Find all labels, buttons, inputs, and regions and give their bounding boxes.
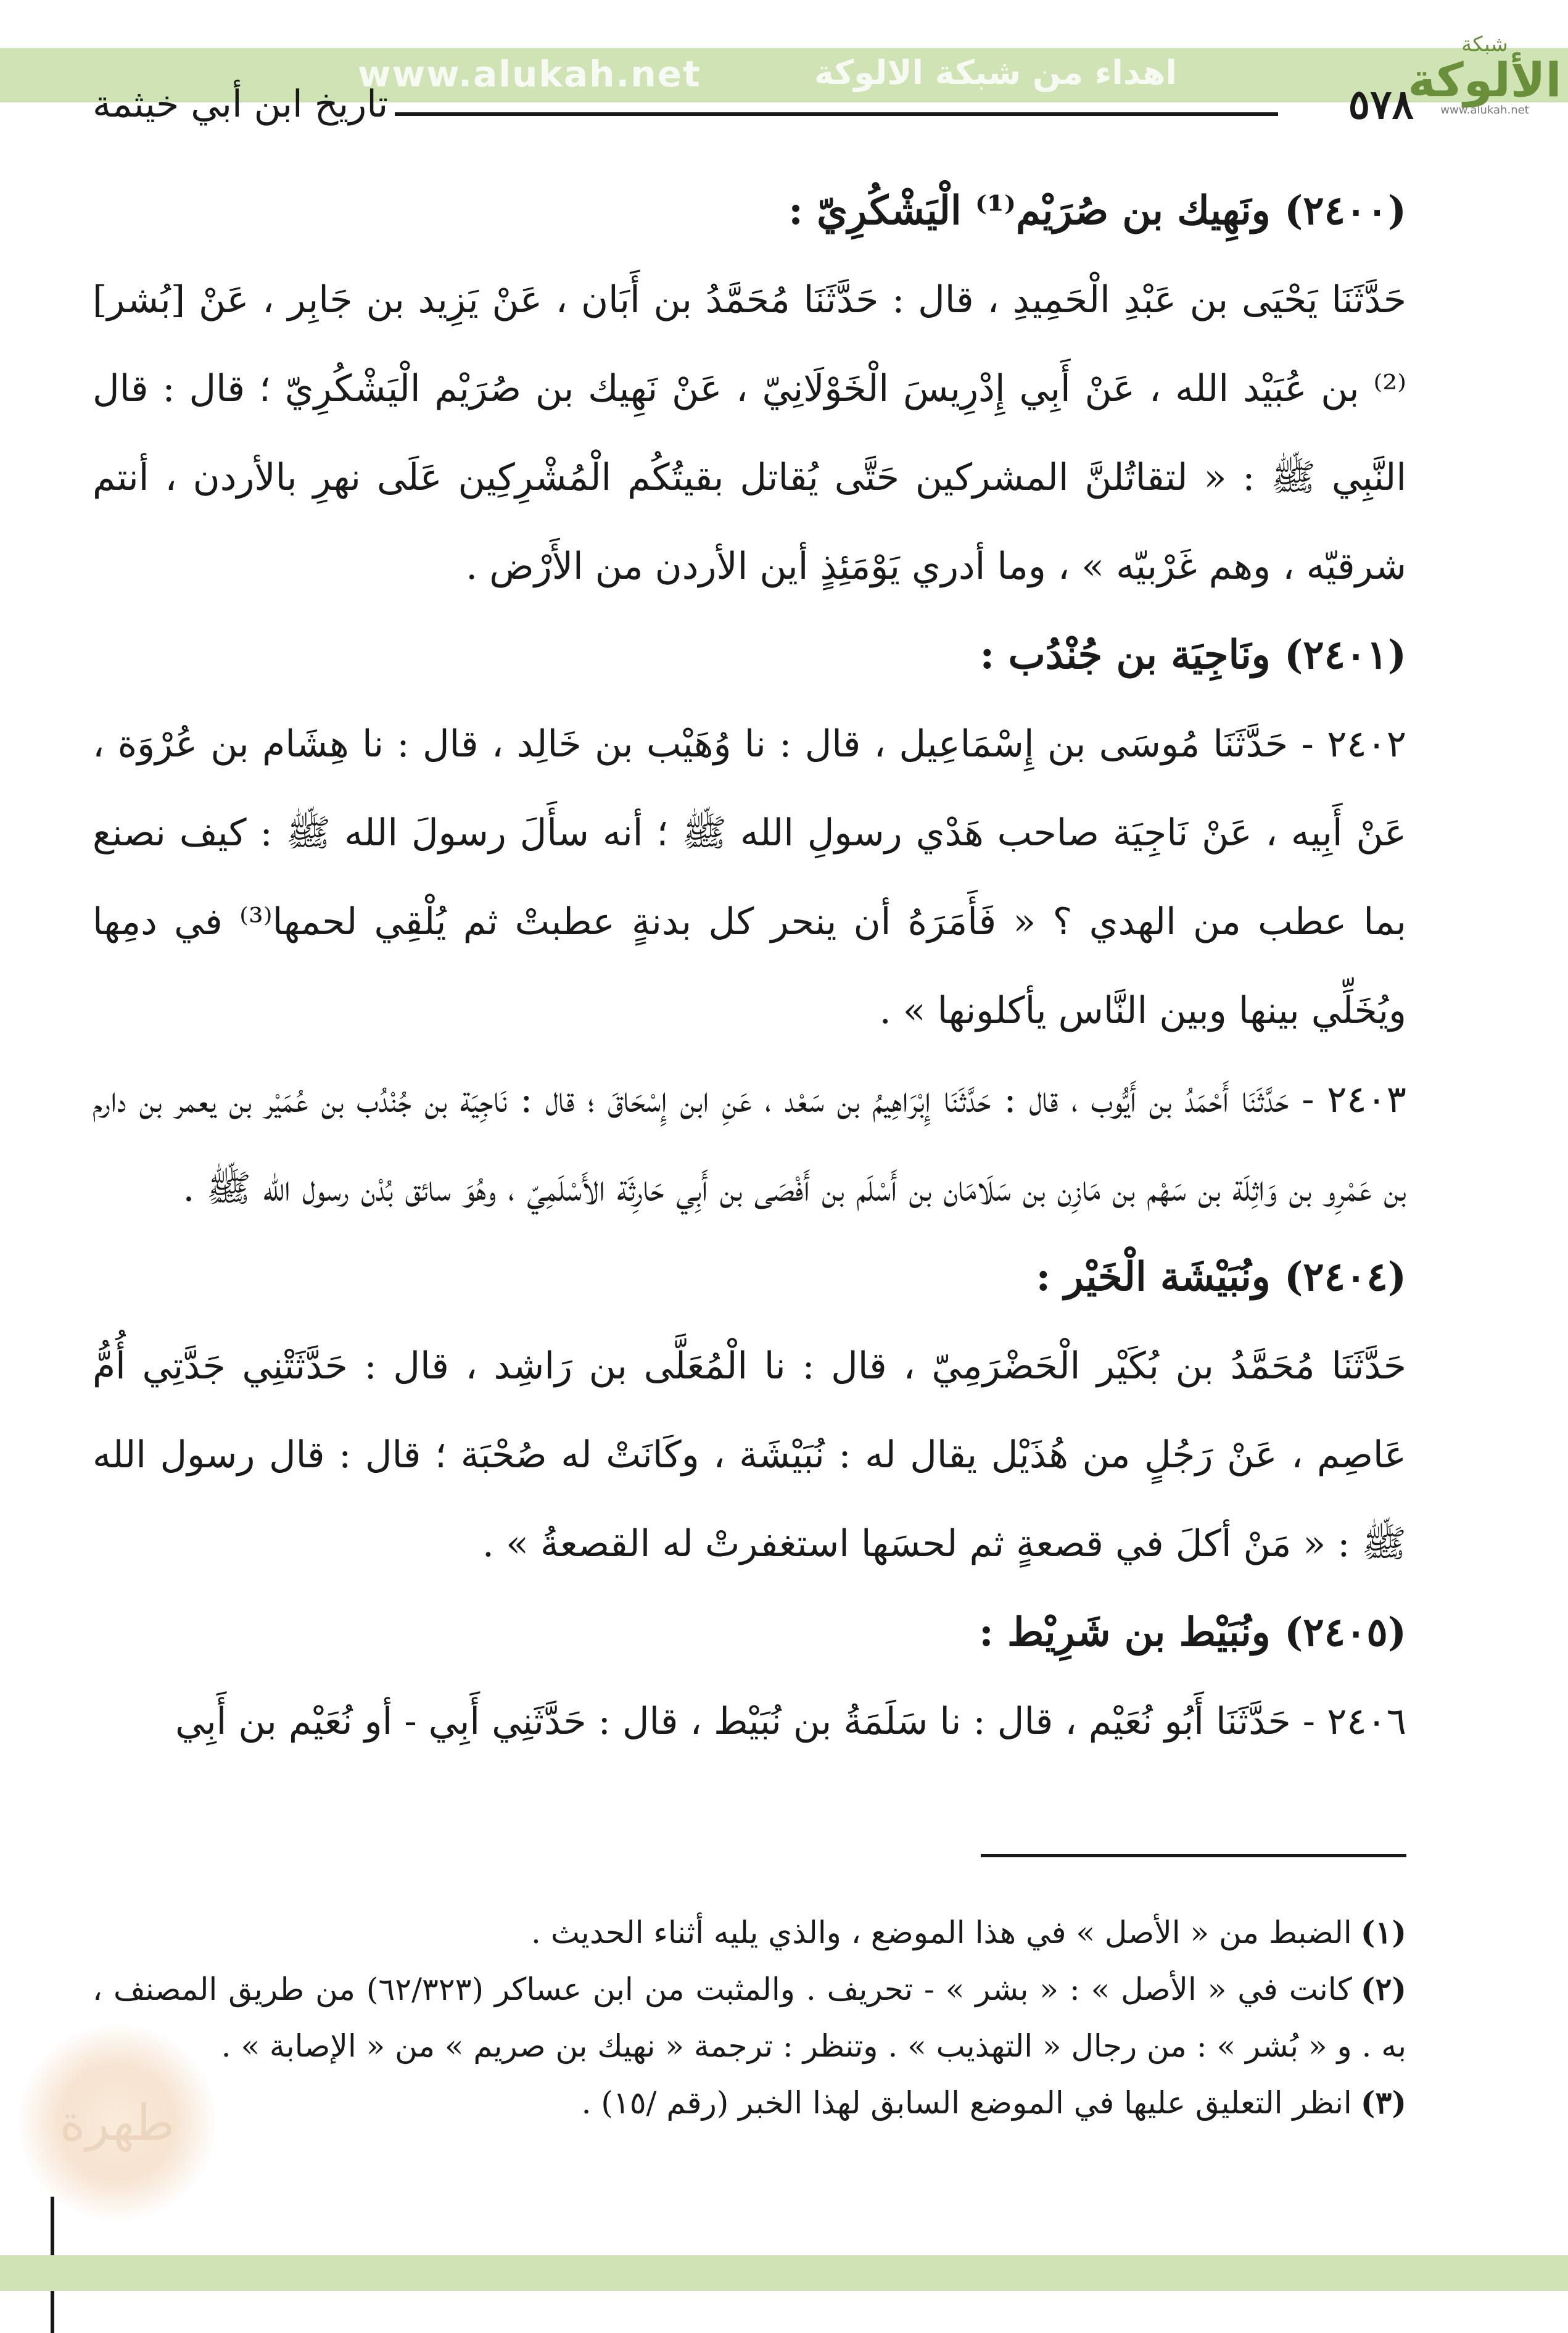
bottom-watermark-band bbox=[0, 2255, 1568, 2291]
footnote-rule bbox=[981, 1854, 1406, 1857]
footnote-text: الضبط من « الأصل » في هذا الموضع ، والذي يليه أثناء الحديث . bbox=[531, 1915, 1352, 1950]
section-heading: (٢٤٠٥) ونُبَيْط بن شَرِيْط : bbox=[979, 1609, 1406, 1655]
footnotes bbox=[93, 1854, 1406, 2131]
footnote-number: (٢) bbox=[1360, 1971, 1406, 2007]
logo-url: www.alukah.net bbox=[1440, 103, 1529, 117]
hadith-paragraph: حَدَّثَنَا يَحْيَى بن عَبْدِ الْحَمِيدِ ، قال : حَدَّثَنَا مُحَمَّدُ بن أَبَان ، عَنْ يَزِيد بن جَابِر ، عَنْ [بُشر]⁽²⁾ بن عُبَيْد الله ، عَنْ أَبِي إِدْرِيسَ الْخَوْلَانِيّ ، عَنْ نَهِيك بن صُرَيْم الْيَشْكُرِيّ ؛ قال : قال النَّبِي ﷺ : « لتقاتُلنَّ المشركين حَتَّى يُقاتل بقيتُكُم الْمُشْرِكِين عَلَى نهرِ بالأردن ، أنتم شرقيّه ، وهم غَرْبيّه » ، وما أدري يَوْمَئِذٍ أين الأردن من الأَرْض . bbox=[93, 278, 1406, 588]
footnote bbox=[93, 1904, 1406, 1961]
side-logo-text: طهرة bbox=[59, 2094, 175, 2152]
watermark-url: www.alukah.net bbox=[358, 53, 701, 95]
hadith-paragraph: ٢٤٠٣ - حَدَّثَنَا أَحْمَدُ بن أَيُّوب ، قال : حَدَّثَنَا إِبْرَاهِيمُ بن سَعْد ، عَنِ ابن إِسْحَاقَ ؛ قال : نَاجِيَة بن جُنْدُب بن عُمَيْر بن يعمر بن دارم بن عَمْرِو بن وَاثِلَة بن سَهْم بن مَازِن بن سَلَامَان بن أَسْلَم بن أَفْصَى بن أَبِي حَارِثَة الأَسْلَمِيّ ، وهُوَ سائق بُدْن رسول الله ﷺ . bbox=[93, 1078, 1406, 1210]
footnote bbox=[93, 2074, 1406, 2131]
page-body bbox=[93, 167, 1406, 1766]
page-header bbox=[0, 80, 1568, 148]
section-heading: (٢٤٠٠) ونَهِيك بن صُرَيْم⁽¹⁾ الْيَشْكُرِيّ : bbox=[788, 188, 1406, 234]
footnote-number: (١) bbox=[1360, 1914, 1406, 1950]
hadith-paragraph: حَدَّثَنَا مُحَمَّدُ بن بُكَيْر الْحَضْرَمِيّ ، قال : نا الْمُعَلَّى بن رَاشِد ، قال : حَدَّثَتْنِي جَدَّتِي أُمُّ عَاصِم ، عَنْ رَجُلٍ من هُذَيْل يقال له : نُبَيْشَة ، وكَانَتْ له صُحْبَة ؛ قال : قال رسول الله ﷺ : « مَنْ أكلَ في قصعةٍ ثم لحسَها استغفرتْ له القصعةُ » . bbox=[93, 1345, 1406, 1565]
section-heading: (٢٤٠١) ونَاجِيَة بن جُنْدُب : bbox=[980, 632, 1406, 678]
footnote-text: كانت في « الأصل » : « بشر » - تحريف . والمثبت من ابن عساكر (٦٢/٣٢٣) من طريق المصنف ، به . و « بُشر » : من رجال « التهذيب » . وتنظر : ترجمة « نهيك بن صريم » من « الإصابة » . bbox=[93, 1971, 1406, 2064]
section-heading: (٢٤٠٤) ونُبَيْشَة الْخَيْر : bbox=[1036, 1254, 1406, 1300]
logo-small-text: شبكة bbox=[1461, 31, 1508, 57]
hadith-paragraph: ٢٤٠٦ - حَدَّثَنَا أَبُو نُعَيْم ، قال : نا سَلَمَةُ بن نُبَيْط ، قال : حَدَّثَنِي أَبِي - أو نُعَيْم بن أَبِي bbox=[175, 1700, 1406, 1743]
footnote-text: انظر التعليق عليها في الموضع السابق لهذا الخبر (رقم /١٥) . bbox=[581, 2085, 1352, 2121]
footnote bbox=[93, 1961, 1406, 2074]
watermark-text: اهداء من شبكة الالوكة bbox=[814, 53, 1177, 92]
footnote-number: (٣) bbox=[1360, 2084, 1406, 2121]
side-watermark-logo bbox=[19, 2024, 216, 2221]
book-title: تاريخ ابن أبي خيثمة bbox=[93, 83, 389, 126]
logo-main-text: الألوكة bbox=[1408, 52, 1562, 107]
hadith-paragraph: ٢٤٠٢ - حَدَّثَنَا مُوسَى بن إِسْمَاعِيل ، قال : نا وُهَيْب بن خَالِد ، قال : نا هِشَام بن عُرْوَة ، عَنْ أَبِيه ، عَنْ نَاجِيَة صاحب هَدْي رسولِ الله ﷺ ؛ أنه سأَلَ رسولَ الله ﷺ : كيف نصنع بما عطب من الهدي ؟ « فَأَمَرَهُ أن ينحر كل بدنةٍ عطبتْ ثم يُلْقِي لحمها⁽³⁾ في دمِها ويُخَلِّي بينها وبين النَّاس يأكلونها » . bbox=[93, 723, 1406, 1032]
page-number: ٥٧٨ bbox=[1348, 80, 1414, 128]
header-rule bbox=[395, 112, 1278, 116]
